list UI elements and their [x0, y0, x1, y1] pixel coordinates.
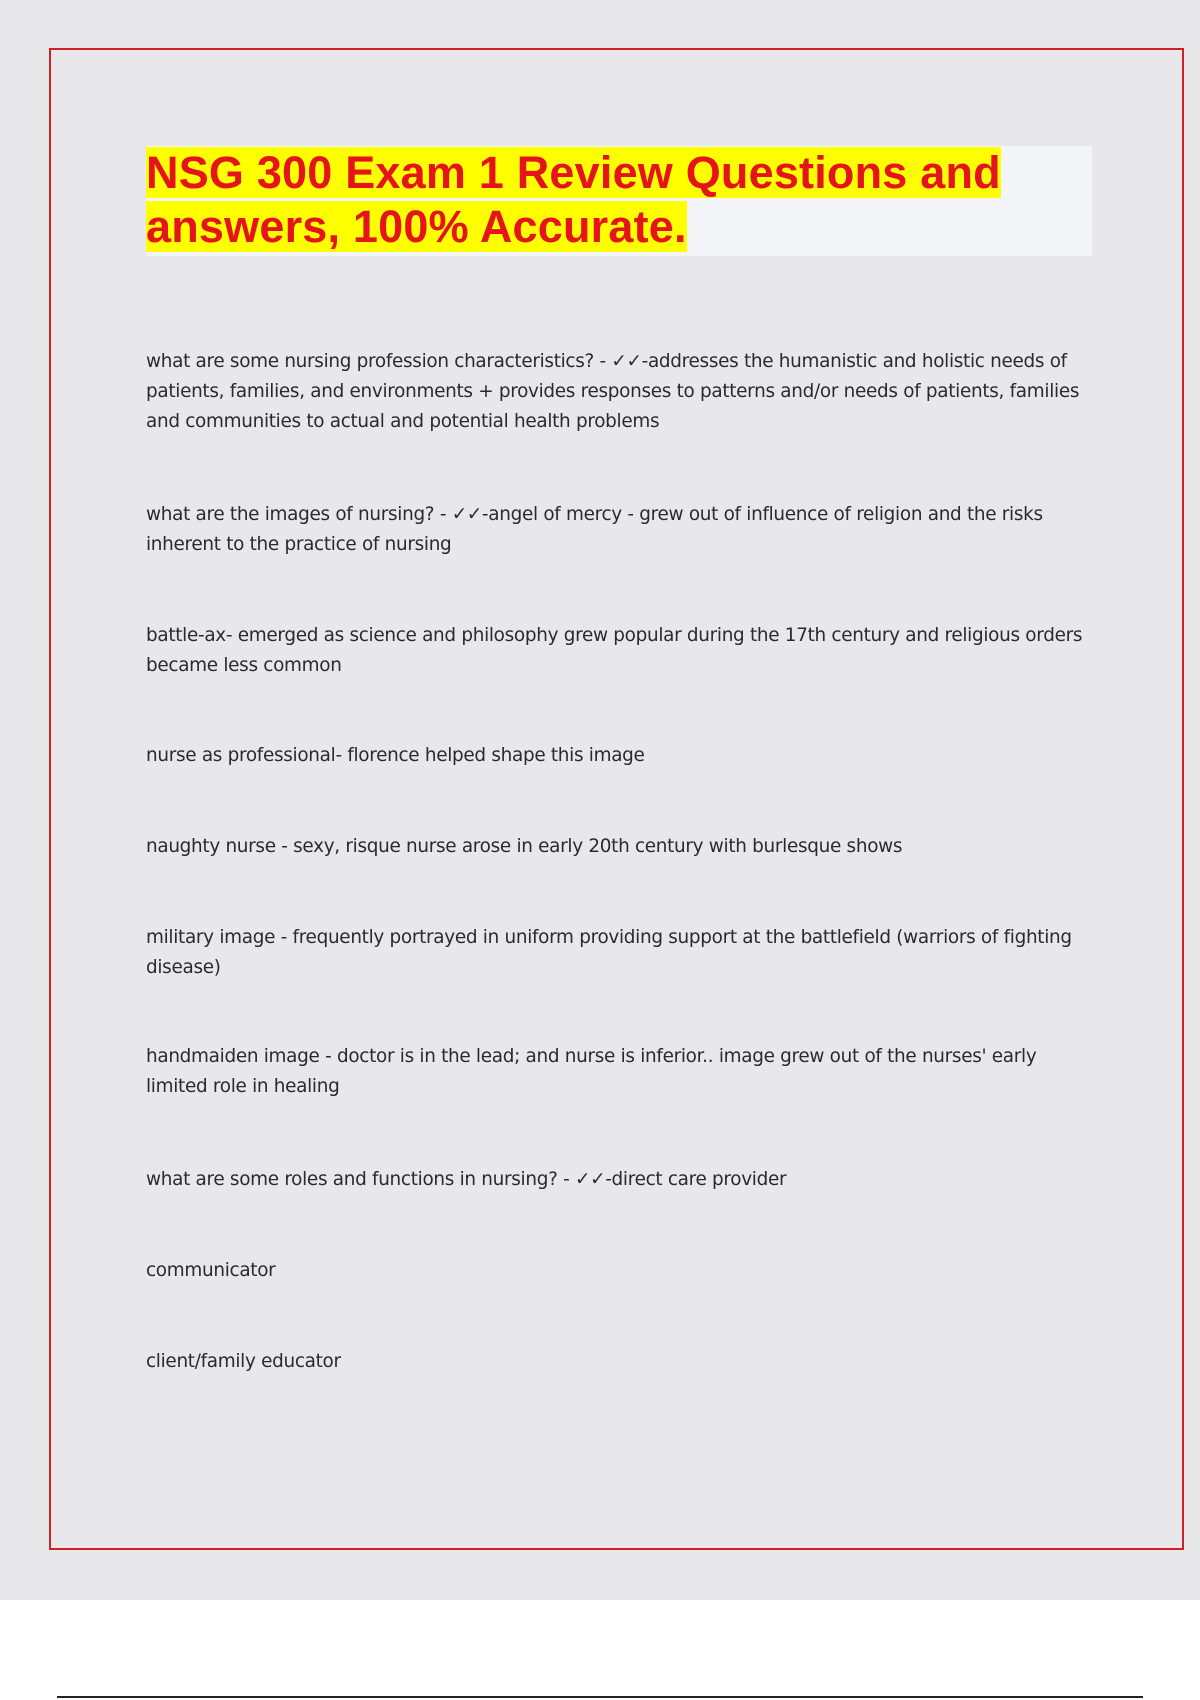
qa-entry-handmaiden-image: handmaiden image - doctor is in the lead; and nurse is inferior.. image grew out of the nurses' early limited role in healing — [146, 1046, 1037, 1097]
qa-entry-images-of-nursing: what are the images of nursing? - ✓✓-angel of mercy - grew out of influence of religion and the risks inherent to the practice of nursing — [146, 504, 1043, 555]
title-block — [146, 146, 1092, 256]
qa-entry-nursing-characteristics: what are some nursing profession characteristics? - ✓✓-addresses the humanistic and holistic needs of patients, families, and environments + provides responses to patterns and/or needs of patients, families and communities to actual and potential health problems — [146, 351, 1080, 432]
qa-entry-naughty-nurse: naughty nurse - sexy, risque nurse arose in early 20th century with burlesque shows — [146, 836, 903, 857]
qa-entry-communicator: communicator — [146, 1260, 276, 1281]
document-title-highlight: NSG 300 Exam 1 Review Questions and answers, 100% Accurate. — [146, 147, 1001, 252]
qa-entry-battle-ax: battle-ax- emerged as science and philosophy grew popular during the 17th century and religious orders became less common — [146, 625, 1083, 676]
qa-entry-client-family-educator: client/family educator — [146, 1351, 341, 1372]
footer-divider — [57, 1696, 1143, 1698]
qa-entry-roles-and-functions: what are some roles and functions in nursing? - ✓✓-direct care provider — [146, 1169, 787, 1190]
page-border — [49, 48, 1184, 1550]
qa-entry-nurse-as-professional: nurse as professional- florence helped shape this image — [146, 745, 645, 766]
document-title — [146, 146, 1092, 254]
qa-entry-military-image: military image - frequently portrayed in uniform providing support at the battlefield (warriors of fighting disease) — [146, 927, 1072, 978]
